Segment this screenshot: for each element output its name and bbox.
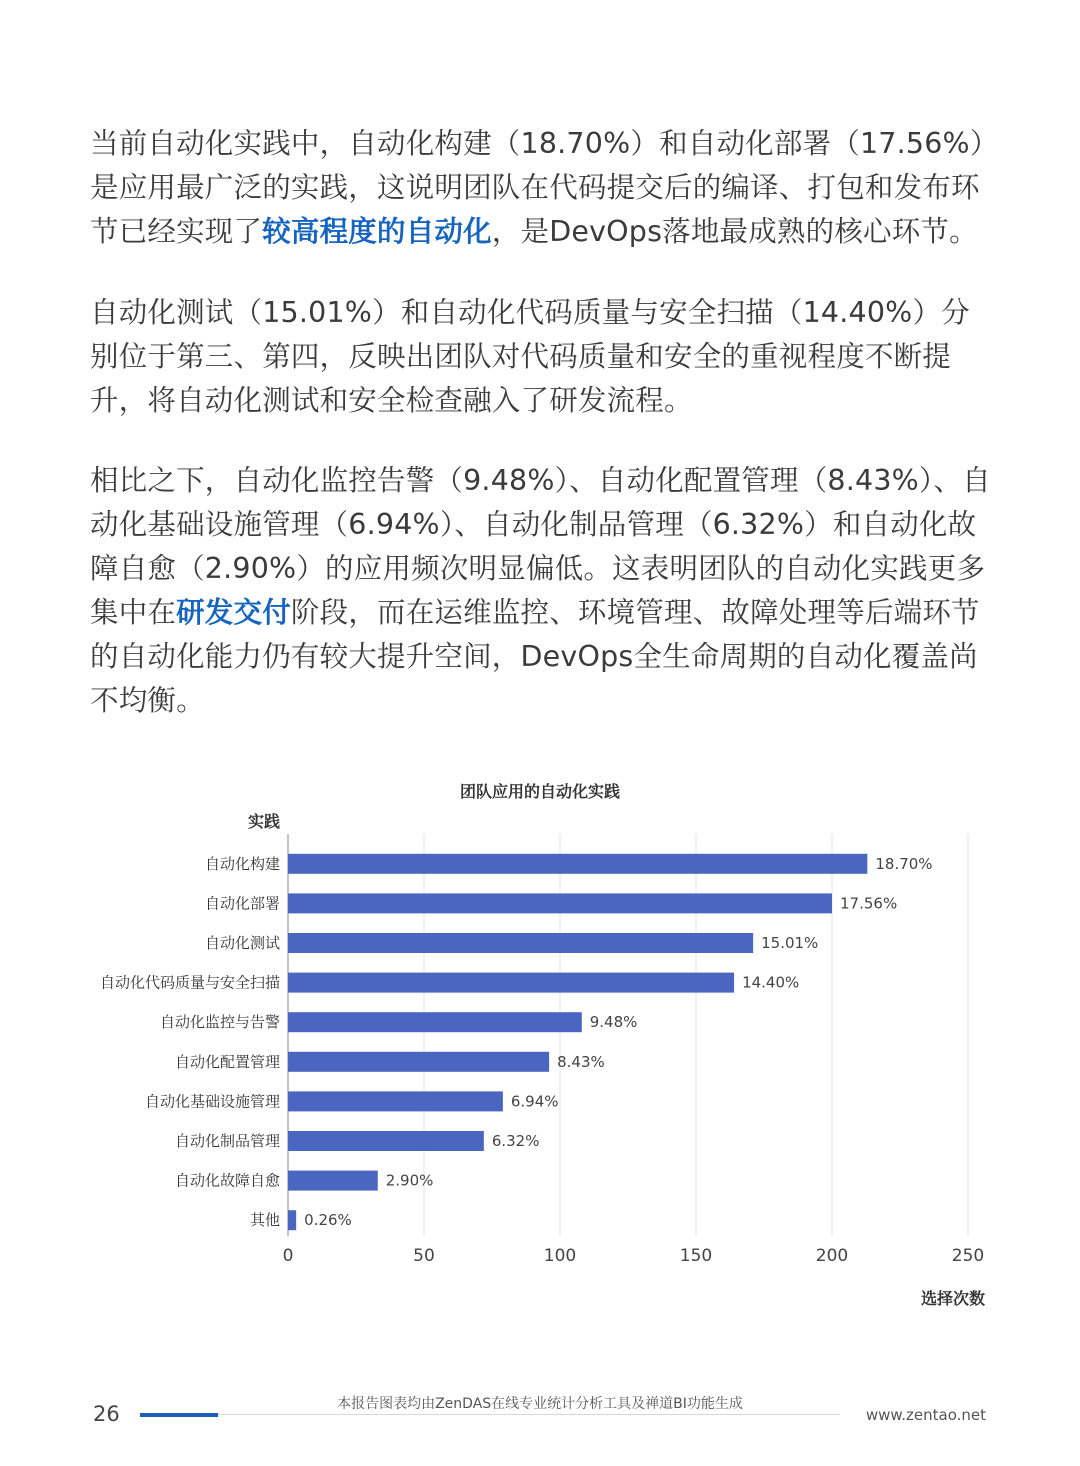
paragraph-1-text: 当前自动化实践中，自动化构建（18.70%）和自动化部署（17.56%）是应用最广泛的实践，这说明团队在代码提交后的编译、打包和发布环节已经实现了: [90, 127, 985, 248]
bar: [288, 973, 734, 993]
page-number: 26: [93, 1402, 120, 1426]
x-tick-label: 150: [679, 1246, 713, 1266]
bar: [288, 933, 753, 953]
page-footer: [0, 1380, 1080, 1440]
bar: [288, 854, 867, 874]
x-tick-label: 200: [815, 1246, 849, 1266]
paragraph-2-text: 自动化测试（15.01%）和自动化代码质量与安全扫描（14.40%）分别位于第三、第四，反映出团队对代码质量和安全的重视程度不断提升，将自动化测试和安全检查融入了研发流程。: [90, 296, 970, 417]
category-label: 自动化配置管理: [174, 1052, 280, 1071]
data-label: 2.90%: [385, 1171, 434, 1190]
bar: [288, 1091, 503, 1111]
category-label: 自动化基础设施管理: [144, 1092, 280, 1111]
paragraph-1-highlight: 较高程度的自动化: [262, 215, 492, 248]
paragraph-1: [90, 122, 995, 254]
category-label: 自动化故障自愈: [174, 1171, 280, 1190]
data-label: 0.26%: [304, 1211, 352, 1230]
bar: [288, 1131, 484, 1151]
paragraph-3-text: 相比之下，自动化监控告警（9.48%）、自动化配置管理（8.43%）、自动化基础设施管理（6.94%）、自动化制品管理（6.32%）和自动化故障自愈（2.90%）的应用频次明显偏低。这表明团队的自动化实践更多集中在: [90, 464, 991, 629]
data-label: 8.43%: [557, 1052, 605, 1071]
paragraph-3-highlight: 研发交付: [176, 596, 291, 629]
category-label: 自动化构建: [204, 854, 280, 873]
bar: [288, 893, 832, 913]
data-label: 9.48%: [589, 1013, 638, 1032]
x-tick-label: 100: [543, 1246, 577, 1266]
bar: [288, 1210, 296, 1230]
data-label: 6.32%: [491, 1132, 540, 1150]
category-label: 自动化制品管理: [174, 1132, 280, 1150]
bar: [288, 1052, 549, 1072]
y-axis-title: 实践: [247, 812, 280, 831]
bar: [288, 1012, 582, 1032]
footer-note: 本报告图表均由ZenDAS在线专业统计分析工具及禅道BI功能生成: [337, 1396, 743, 1412]
category-label: 自动化代码质量与安全扫描: [99, 973, 280, 992]
chart-title: 团队应用的自动化实践: [459, 782, 621, 801]
data-label: 15.01%: [761, 934, 819, 952]
category-label: 自动化监控与告警: [159, 1013, 280, 1032]
footer-url: www.zentao.net: [865, 1406, 986, 1424]
footer-divider: [140, 1414, 840, 1415]
data-label: 6.94%: [510, 1092, 559, 1111]
paragraph-1-text-after: ，是DevOps落地最成熟的核心环节。: [491, 215, 978, 248]
paragraph-2: [90, 291, 995, 423]
footer-accent-bar: [140, 1413, 218, 1417]
x-axis-title: 选择次数: [920, 1289, 985, 1308]
category-label: 自动化测试: [204, 934, 280, 952]
data-label: 18.70%: [875, 854, 933, 873]
data-label: 14.40%: [742, 973, 800, 992]
x-tick-label: 0: [282, 1246, 294, 1266]
x-tick-label: 50: [413, 1246, 435, 1266]
data-label: 17.56%: [840, 894, 898, 913]
paragraph-3-text-after: 阶段，而在运维监控、环境管理、故障处理等后端环节的自动化能力仍有较大提升空间，DevOps全生命周期的自动化覆盖尚不均衡。: [90, 596, 980, 717]
bar: [288, 1171, 378, 1191]
category-label: 其他: [249, 1211, 280, 1230]
bar-chart: [0, 760, 1080, 1330]
paragraph-3: [90, 459, 995, 723]
x-tick-label: 250: [951, 1246, 985, 1266]
category-label: 自动化部署: [204, 894, 280, 913]
